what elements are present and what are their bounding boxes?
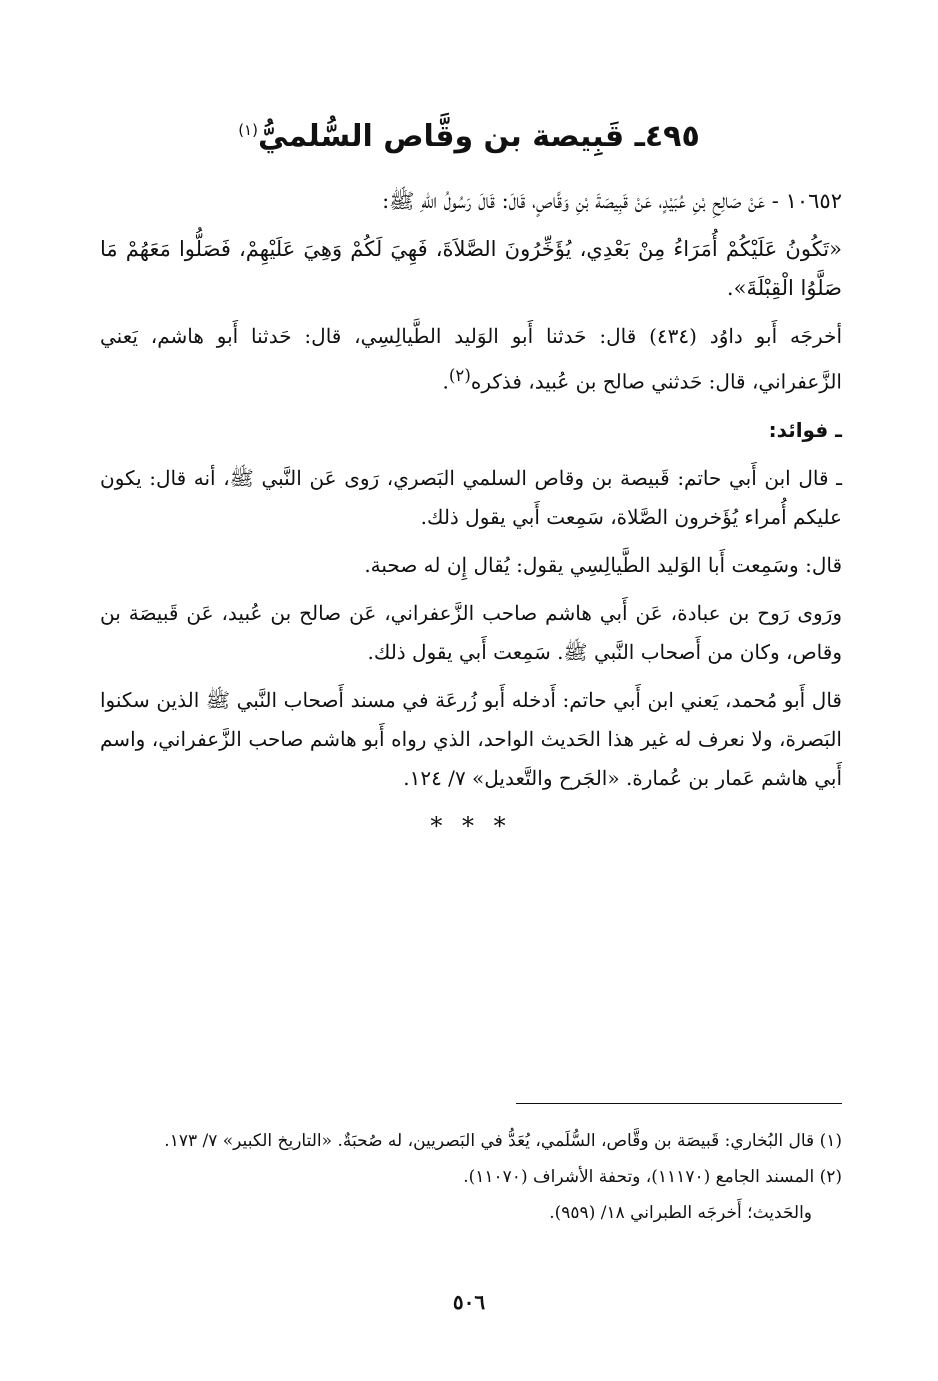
takhrij-paragraph: [100, 317, 842, 402]
takhrij-text: أخرجَه أَبو داوُد (٤٣٤) قال: حَدثنا أَبو الوَليد الطَّيالِسِي، قال: حَدثنا أَبو هاشم، يَعني الزَّعفراني، قال: حَدثني صالح بن عُبيد، فذكره: [100, 324, 842, 394]
benefit-paragraph: قال أَبو مُحمد، يَعني ابن أَبي حاتم: أَدخله أَبو زُرعَة في مسند أَصحاب النَّبي ﷺ الذين سكنوا البَصرة، ولا نعرف له غير هذا الحَديث الواحد، الذي رواه أَبو هاشم صاحب الزَّعفراني، واسم أَبي هاشم عَمار بن عُمارة. «الجَرح والتَّعديل» ٧/ ١٢٤.: [100, 687, 842, 790]
entry-number: ٤٩٥ـ: [634, 119, 700, 154]
hadith-matn: «تَكُونُ عَلَيْكُمْ أُمَرَاءُ مِنْ بَعْدِي، يُؤَخِّرُونَ الصَّلاَةَ، فَهِيَ لَكُمْ وَهِيَ عَلَيْهِمْ، فَصَلُّوا مَعَهُمْ مَا صَلَّوُا الْقِبْلَةَ».: [100, 237, 842, 300]
footnote-2: (٢) المسند الجامع (١١١٧٠)، وتحفة الأشراف (١١٠٧٠).: [463, 1167, 842, 1187]
footnote-ref-1: (١): [238, 121, 258, 139]
main-text: [100, 182, 842, 846]
footnotes: [100, 1126, 842, 1234]
benefit-paragraph: ورَوى رَوح بن عبادة، عَن أَبي هاشم صاحب الزَّعفراني، عَن صالح بن عُبيد، عَن قَبيصَة بن وقاص، وكان من أَصحاب النَّبي ﷺ. سَمِعت أَبي يقول ذلك.: [100, 600, 842, 664]
entry-heading: [0, 108, 938, 159]
section-separator: * * *: [430, 811, 512, 840]
footnote-1: (١) قال البُخاري: قَبيصَة بن وقَّاص، السُّلَمي، يُعَدُّ في البَصريين، له صُحبَةٌ. «التاريخ الكبير» ٧/ ١٧٣.: [164, 1131, 842, 1151]
footnote-divider: [516, 1103, 842, 1104]
page-number: ٥٠٦: [452, 1290, 486, 1314]
footnote-ref-2: (٢): [448, 366, 471, 385]
benefits-heading: ـ فوائد:: [768, 417, 842, 442]
companion-name: قَبِيصة بن وقَّاص السُّلميُّ: [257, 119, 625, 154]
footnote-2-continuation: والحَديث؛ أَخرجَه الطبراني ١٨/ (٩٥٩).: [549, 1203, 812, 1223]
benefit-paragraph: ـ قال ابن أَبي حاتم: قَبيصة بن وقاص السلمي البَصري، رَوى عَن النَّبي ﷺ، أنه قال: يكون عليكم أُمراء يُؤَخرون الصَّلاة، سَمِعت أَبي يقول ذلك.: [100, 465, 842, 529]
benefit-paragraph: قال: وسَمِعت أَبا الوَليد الطَّيالِسِي يقول: يُقال إِن له صحبة.: [364, 552, 842, 577]
hadith-isnad: ١٠٦٥٢ - عَنْ صَالِحِ بْنِ عُبَيْدٍ، عَنْ قَبِيصَةَ بْنِ وَقَّاصٍ، قَالَ: قَالَ رَسُولُ اللهِ ﷺ:: [382, 189, 842, 213]
takhrij-end: .: [442, 369, 449, 394]
